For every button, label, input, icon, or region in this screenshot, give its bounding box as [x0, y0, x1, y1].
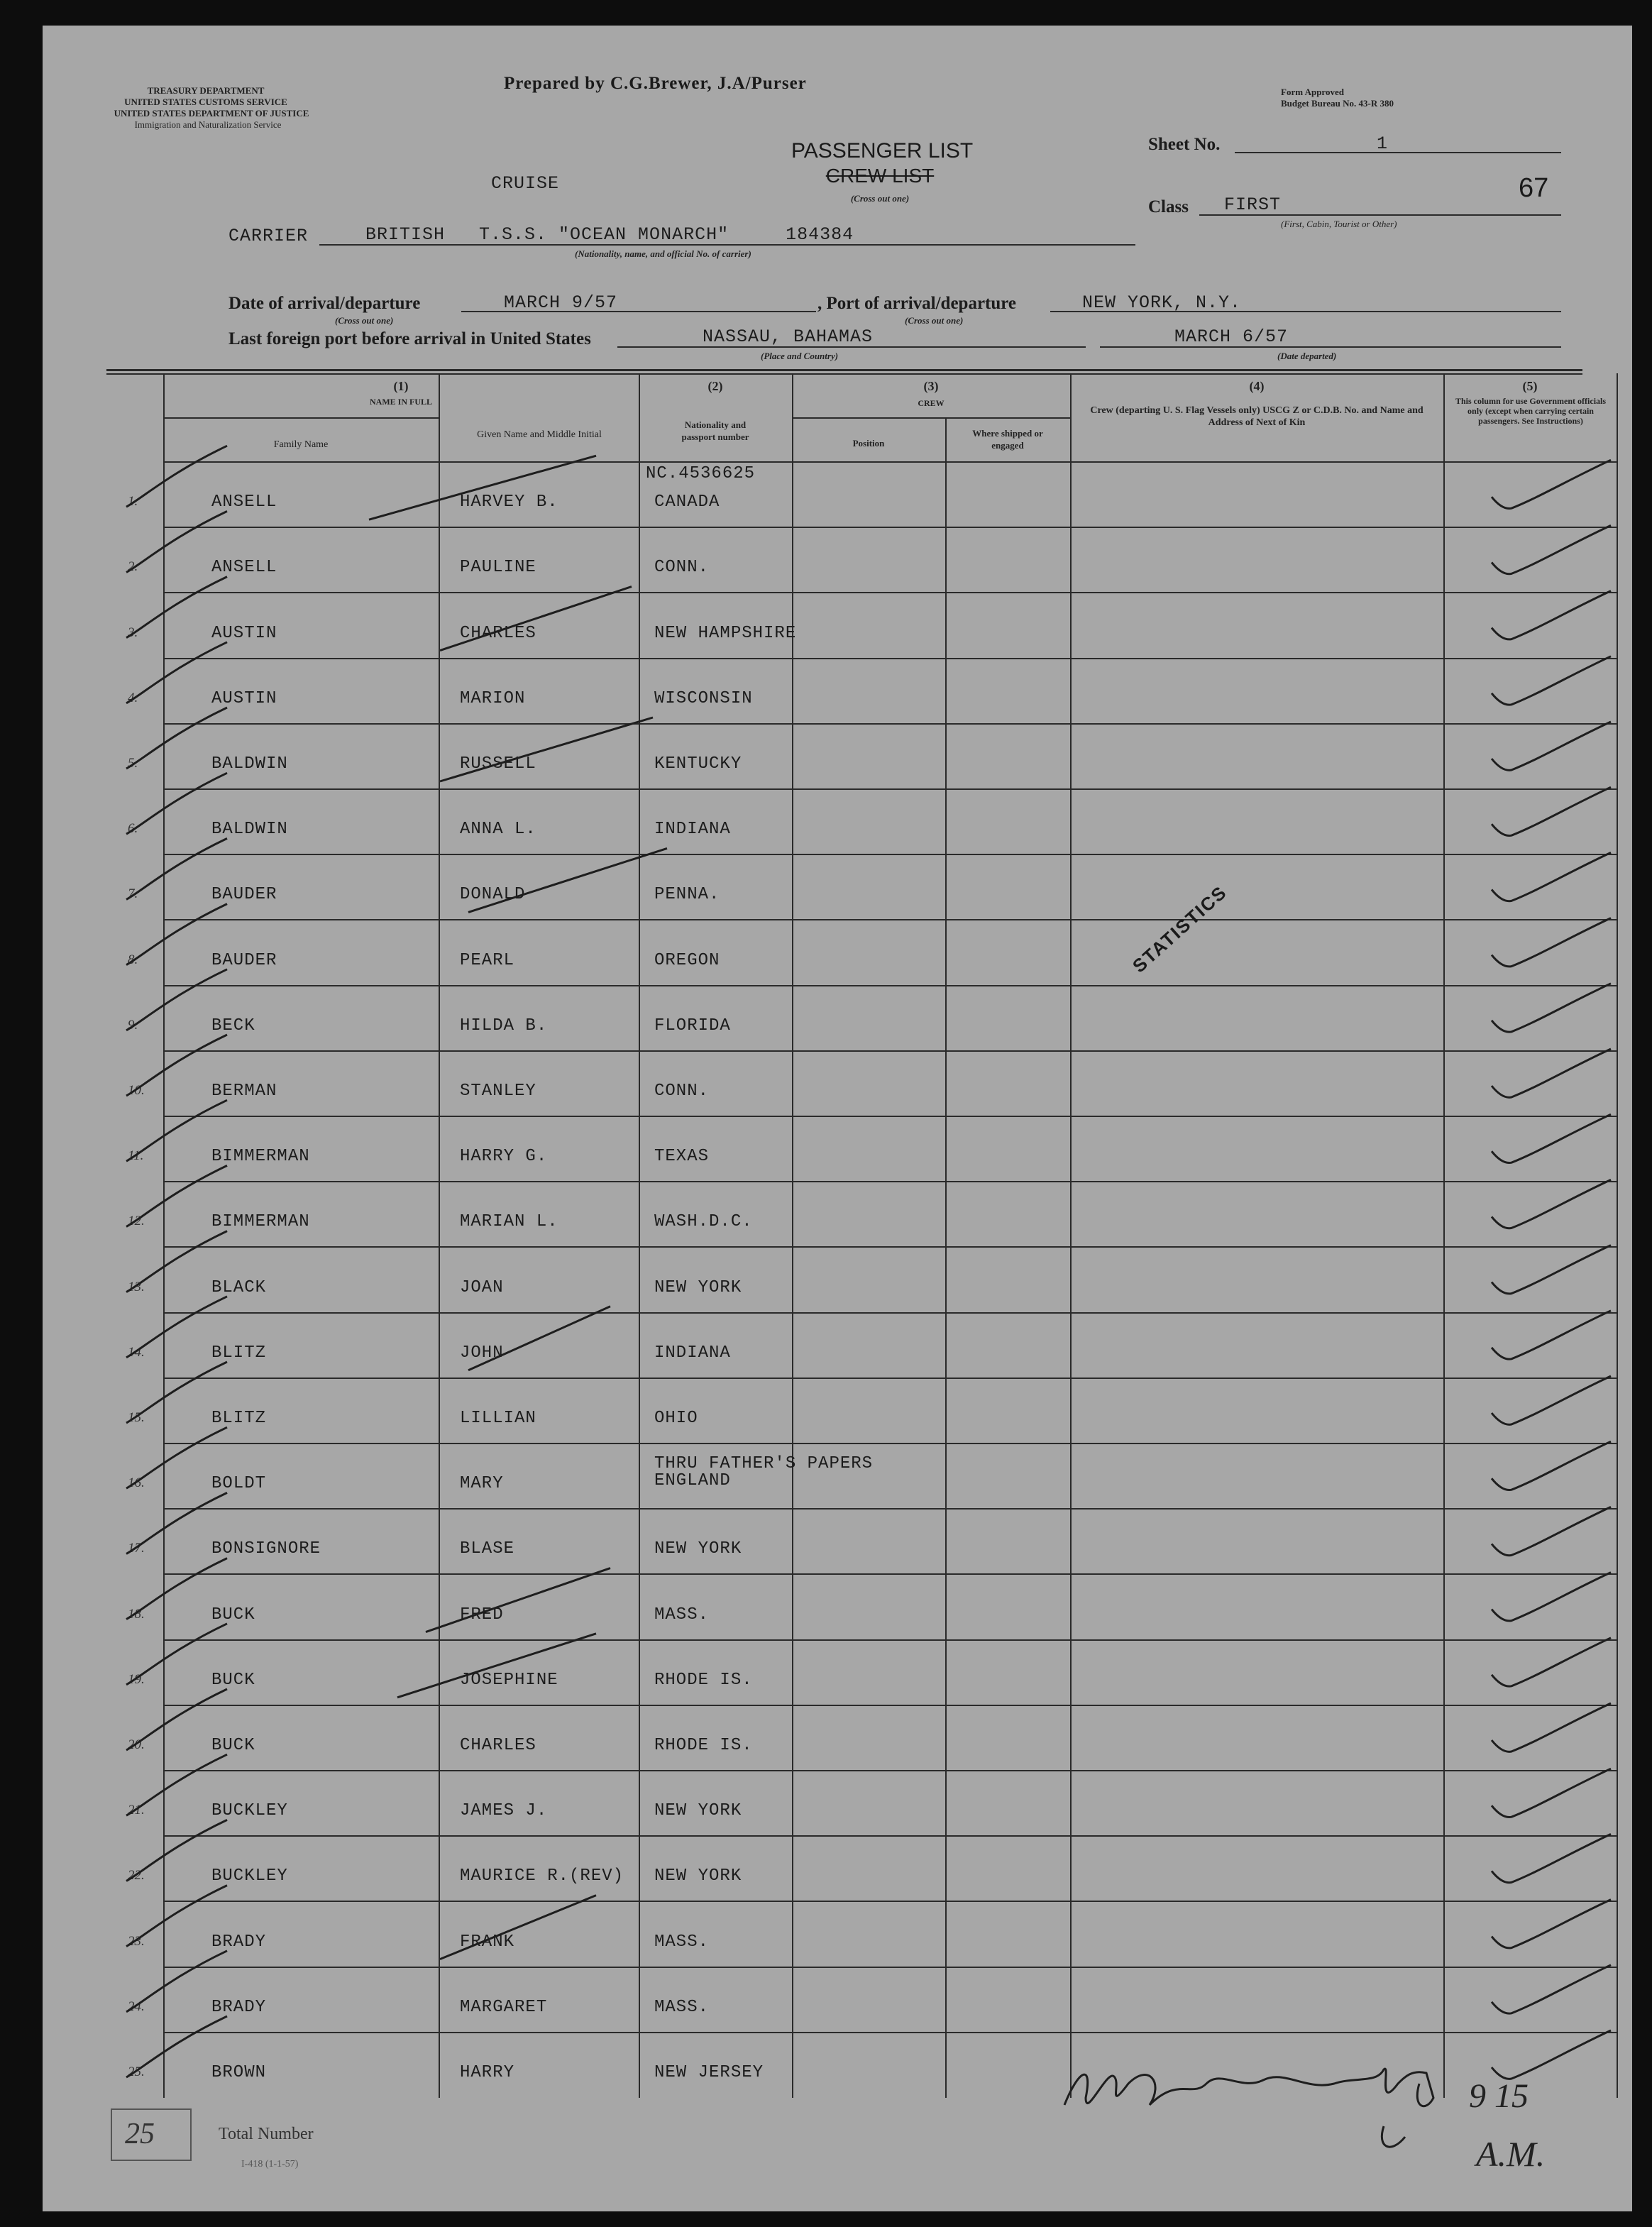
sheet-label: Sheet No. [1148, 135, 1221, 154]
nationality: NEW YORK [654, 1866, 742, 1886]
port-label: , Port of arrival/departure [817, 294, 1017, 313]
nationality: OREGON [654, 951, 720, 970]
row-number: 3. [128, 625, 138, 640]
row-number: 23. [128, 1934, 145, 1949]
family-name: BOLDT [211, 1474, 267, 1493]
row-number: 17. [128, 1541, 145, 1556]
nationality: INDIANA [654, 820, 731, 839]
nationality: CANADA [654, 493, 720, 512]
family-name: AUSTIN [211, 689, 277, 708]
row-number: 1. [128, 494, 138, 509]
row-number: 15. [128, 1410, 145, 1425]
check-mark [1492, 1049, 1611, 1097]
arrival-label: Date of arrival/departure [228, 294, 421, 313]
nationality: NEW JERSEY [654, 2063, 764, 2082]
check-mark [1492, 1573, 1611, 1621]
form-approved: Form Approved [1281, 87, 1344, 97]
given-name: MARIAN L. [460, 1212, 558, 1231]
check-mark [1492, 852, 1611, 901]
title-crew-list: CREW LIST [825, 165, 935, 187]
family-name: BERMAN [211, 1082, 277, 1101]
family-name: BECK [211, 1016, 255, 1035]
given-name: MAURICE R.(REV) [460, 1866, 624, 1886]
check-mark [1492, 1638, 1611, 1686]
title-passenger-list: PASSENGER LIST [791, 139, 974, 163]
family-name: BALDWIN [211, 820, 288, 839]
time-note-bottom: A.M. [1476, 2134, 1546, 2174]
carrier-label: CARRIER [228, 226, 309, 246]
prepared-by: Prepared by C.G.Brewer, J.A/Purser [504, 74, 807, 93]
col3b-header: Where shipped or engaged [972, 428, 1043, 451]
nationality: WASH.D.C. [654, 1212, 753, 1231]
nationality: NEW HAMPSHIRE [654, 624, 797, 643]
nationality: MASS. [654, 1605, 710, 1624]
col1-title: NAME IN FULL [369, 397, 432, 407]
given-name: MARION [460, 689, 526, 708]
given-name: ANNA L. [460, 820, 536, 839]
family-name: BLITZ [211, 1343, 267, 1363]
agency-line1: TREASURY DEPARTMENT [147, 85, 265, 96]
family-name: BROWN [211, 2063, 267, 2082]
col2-num: (2) [707, 379, 723, 393]
nationality: KENTUCKY [654, 754, 742, 774]
row-number: 11. [128, 1148, 144, 1163]
nationality: ENGLAND [654, 1471, 731, 1490]
check-mark [1492, 2030, 1611, 2079]
given-name: STANLEY [460, 1082, 536, 1101]
given-name: HARRY [460, 2063, 515, 2082]
total-box [111, 2108, 192, 2161]
family-name: BAUDER [211, 951, 277, 970]
family-name: BUCK [211, 1605, 255, 1624]
port-note: (Cross out one) [905, 315, 964, 326]
agency-line2: UNITED STATES CUSTOMS SERVICE [124, 97, 287, 107]
last-port-note: (Place and Country) [761, 351, 839, 361]
row-number: 8. [128, 952, 138, 967]
family-name: BUCKLEY [211, 1801, 288, 1820]
row-number: 9. [128, 1018, 138, 1033]
row-number: 6. [128, 821, 138, 836]
given-name: BLASE [460, 1539, 515, 1558]
nationality: INDIANA [654, 1343, 731, 1363]
nationality: CONN. [654, 558, 710, 577]
total-label: Total Number [219, 2125, 314, 2143]
title-note: (Cross out one) [850, 193, 910, 204]
page-number: 67 [1519, 173, 1549, 203]
col4-header: Crew (departing U. S. Flag Vessels only) USCG Z or C.D.B. No. and Name and Address of Next of Kin [1090, 405, 1424, 428]
nationality: NEW YORK [654, 1539, 742, 1558]
family-name: BIMMERMAN [211, 1212, 310, 1231]
check-mark [1492, 1769, 1611, 1817]
given-name: FRED [460, 1605, 504, 1624]
last-port-label: Last foreign port before arrival in United States [228, 329, 591, 348]
statistics-stamp: STATISTICS [1128, 881, 1231, 977]
nationality-note: THRU FATHER'S PAPERS [654, 1454, 874, 1473]
given-name: FRANK [460, 1932, 515, 1952]
given-name: JOAN [460, 1278, 504, 1297]
family-name: BRADY [211, 1998, 267, 2017]
given-name: PAULINE [460, 558, 536, 577]
check-mark [1492, 984, 1611, 1032]
given-name: HARVEY B. [460, 493, 558, 512]
row-number: 12. [128, 1214, 145, 1228]
check-mark [1492, 1246, 1611, 1294]
given-name: JOHN [460, 1343, 504, 1363]
row-number: 22. [128, 1868, 145, 1883]
nationality: RHODE IS. [654, 1671, 753, 1690]
family-name: BRADY [211, 1932, 267, 1952]
row-number: 18. [128, 1607, 145, 1622]
col5-header: This column for use Government officials only (except when carrying certain passengers. See Instructions) [1455, 396, 1607, 426]
check-mark [1492, 1900, 1611, 1948]
check-mark [1492, 722, 1611, 770]
col1-num: (1) [393, 379, 409, 393]
class-label: Class [1148, 197, 1189, 216]
port-value: NEW YORK, N.Y. [1082, 292, 1242, 313]
date-departed-note: (Date departed) [1277, 351, 1337, 361]
nationality: FLORIDA [654, 1016, 731, 1035]
last-port-value: NASSAU, BAHAMAS [703, 326, 874, 347]
arrival-note: (Cross out one) [335, 315, 394, 326]
row-number: 4. [128, 691, 138, 705]
col3-title: CREW [918, 398, 945, 408]
check-mark [1492, 1311, 1611, 1359]
check-mark [1492, 591, 1611, 639]
given-name: PEARL [460, 951, 515, 970]
pen-stroke [426, 1568, 610, 1632]
row-number: 2. [128, 559, 138, 574]
total-count: 25 [125, 2118, 155, 2150]
given-name: CHARLES [460, 624, 536, 643]
carrier-value: BRITISH T.S.S. "OCEAN MONARCH" 184384 [365, 224, 854, 245]
check-mark [1492, 1180, 1611, 1228]
given-name: RUSSELL [460, 754, 536, 774]
row-number: 19. [128, 1672, 145, 1687]
nationality: OHIO [654, 1409, 698, 1428]
nationality: MASS. [654, 1932, 710, 1952]
family-name: BUCK [211, 1671, 255, 1690]
document-sheet [43, 26, 1632, 2211]
cruise-label: CRUISE [491, 173, 560, 194]
family-name: BONSIGNORE [211, 1539, 321, 1558]
nationality: TEXAS [654, 1147, 710, 1166]
given-name: DONALD [460, 885, 526, 904]
date-departed-value: MARCH 6/57 [1174, 326, 1289, 347]
row-number: 14. [128, 1345, 145, 1360]
signature-underline [1382, 2126, 1405, 2147]
family-name: BLACK [211, 1278, 267, 1297]
family-name: BALDWIN [211, 754, 288, 774]
check-mark [1492, 1376, 1611, 1424]
carrier-note: (Nationality, name, and official No. of carrier) [575, 248, 751, 259]
family-name: BLITZ [211, 1409, 267, 1428]
nationality: CONN. [654, 1082, 710, 1101]
family-name: BUCK [211, 1736, 255, 1755]
col2-header: Nationality and passport number [681, 419, 749, 442]
col3-num: (3) [923, 379, 939, 393]
family-name: AUSTIN [211, 624, 277, 643]
check-mark [1492, 1834, 1611, 1882]
nationality: PENNA. [654, 885, 720, 904]
row-number: 7. [128, 886, 138, 901]
check-mark [1492, 1965, 1611, 2013]
time-note-top: 9 15 [1469, 2077, 1529, 2115]
given-name: HARRY G. [460, 1147, 548, 1166]
arrival-value: MARCH 9/57 [504, 292, 618, 313]
row-number: 25. [128, 2064, 145, 2079]
given-name: CHARLES [460, 1736, 536, 1755]
family-name: ANSELL [211, 493, 277, 512]
family-name: BUCKLEY [211, 1866, 288, 1886]
nationality: NEW YORK [654, 1278, 742, 1297]
given-name: HILDA B. [460, 1016, 548, 1035]
passport-note: NC.4536625 [646, 464, 756, 483]
col4-num: (4) [1249, 379, 1265, 393]
family-name: BAUDER [211, 885, 277, 904]
check-mark [1492, 1441, 1611, 1490]
row-number: 10. [128, 1083, 145, 1098]
check-mark [1492, 656, 1611, 705]
nationality: MASS. [654, 1998, 710, 2017]
signature-scribble [1064, 2069, 1433, 2106]
family-name: ANSELL [211, 558, 277, 577]
given-name: JOSEPHINE [460, 1671, 558, 1690]
form-code: I-418 (1-1-57) [241, 2159, 299, 2170]
agency-line3: UNITED STATES DEPARTMENT OF JUSTICE [114, 108, 309, 119]
row-number: 5. [128, 756, 138, 771]
given-name: MARGARET [460, 1998, 548, 2017]
family-name: BIMMERMAN [211, 1147, 310, 1166]
class-note: (First, Cabin, Tourist or Other) [1281, 219, 1397, 229]
agency-line4: Immigration and Naturalization Service [134, 119, 282, 130]
check-mark [1492, 1114, 1611, 1162]
check-mark [1492, 460, 1611, 508]
row-number: 13. [128, 1280, 145, 1294]
col1b-header: Given Name and Middle Initial [477, 429, 602, 440]
nationality: NEW YORK [654, 1801, 742, 1820]
row-number: 16. [128, 1475, 145, 1490]
row-number: 20. [128, 1737, 145, 1752]
budget-bureau: Budget Bureau No. 43-R 380 [1281, 98, 1394, 109]
check-mark [1492, 525, 1611, 573]
col1a-header: Family Name [273, 439, 329, 450]
given-name: LILLIAN [460, 1409, 536, 1428]
col5-num: (5) [1522, 379, 1538, 393]
col3a-header: Position [852, 438, 885, 449]
row-number: 21. [128, 1803, 145, 1818]
check-mark [1492, 918, 1611, 967]
nationality: RHODE IS. [654, 1736, 753, 1755]
given-name: MARY [460, 1474, 504, 1493]
nationality: WISCONSIN [654, 689, 753, 708]
check-mark [1492, 1703, 1611, 1752]
sheet-number: 1 [1377, 133, 1389, 154]
check-mark [1492, 787, 1611, 835]
given-name: JAMES J. [460, 1801, 548, 1820]
check-mark [1492, 1507, 1611, 1555]
class-value: FIRST [1224, 194, 1282, 215]
row-number: 24. [128, 1999, 145, 2014]
